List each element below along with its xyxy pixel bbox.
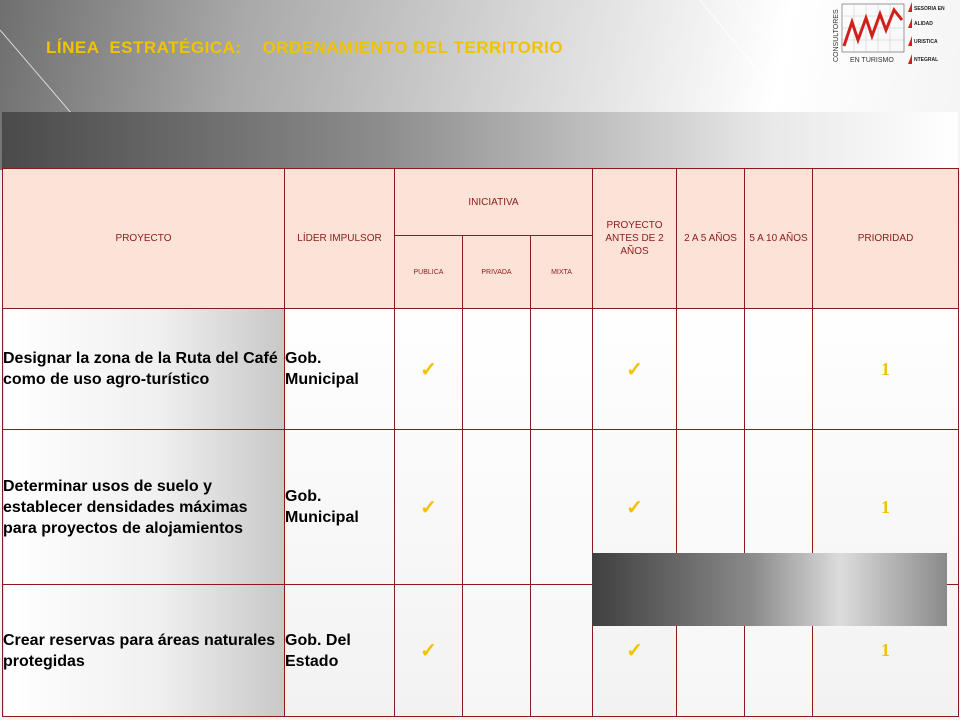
header-prioridad: PRIORIDAD <box>813 169 959 309</box>
logo-word-1: SESORIA EN <box>914 6 945 12</box>
row-lider: Gob. Municipal <box>285 430 395 585</box>
table-row <box>3 309 959 430</box>
header-subband <box>2 112 958 168</box>
decorative-gray-box <box>592 553 947 626</box>
empty-cell <box>745 309 813 430</box>
priority-value: 1 <box>813 309 959 430</box>
header-iniciativa: INICIATIVA <box>395 169 593 236</box>
logo-vertical-text: CONSULTORES <box>833 9 840 62</box>
row-lider: Gob. Del Estado <box>285 585 395 717</box>
row-lider: Gob. Municipal <box>285 309 395 430</box>
header-5-a-10-anos: 5 A 10 AÑOS <box>745 169 813 309</box>
priority-value: 1 <box>813 585 959 717</box>
row-proyecto: Crear reservas para áreas naturales protegidas <box>3 585 285 717</box>
header-antes-2-anos: PROYECTO ANTES DE 2 AÑOS <box>593 169 677 309</box>
logo-bottom-text: EN TURISMO <box>850 57 894 64</box>
header-publica: PUBLICA <box>395 236 463 309</box>
empty-cell <box>531 309 593 430</box>
logo-word-2: ALIDAD <box>914 21 933 27</box>
empty-cell <box>531 430 593 585</box>
empty-cell <box>463 585 531 717</box>
row-proyecto: Designar la zona de la Ruta del Café como de uso agro-turístico <box>3 309 285 430</box>
header-lider: LÍDER IMPULSOR <box>285 169 395 309</box>
row-proyecto: Determinar usos de suelo y establecer densidades máximas para proyectos de alojamientos <box>3 430 285 585</box>
strategy-table <box>2 168 959 717</box>
header-2-a-5-anos: 2 A 5 AÑOS <box>677 169 745 309</box>
check-icon: ✓ <box>593 430 677 585</box>
empty-cell <box>531 585 593 717</box>
logo-word-4: NTEGRAL <box>914 57 939 63</box>
empty-cell <box>463 309 531 430</box>
header-mixta: MIXTA <box>531 236 593 309</box>
empty-cell <box>463 430 531 585</box>
check-icon: ✓ <box>395 309 463 430</box>
priority-value: 1 <box>813 430 959 585</box>
empty-cell <box>677 309 745 430</box>
check-icon: ✓ <box>395 430 463 585</box>
check-icon: ✓ <box>593 309 677 430</box>
logo-word-3: URISTICA <box>914 39 938 45</box>
header-proyecto: PROYECTO <box>3 169 285 309</box>
page-title: LÍNEA ESTRATÉGICA: ORDENAMIENTO DEL TERRITORIO <box>46 38 564 57</box>
consultores-logo <box>830 0 960 68</box>
check-icon: ✓ <box>395 585 463 717</box>
check-icon: ✓ <box>593 585 677 717</box>
header-privada: PRIVADA <box>463 236 531 309</box>
